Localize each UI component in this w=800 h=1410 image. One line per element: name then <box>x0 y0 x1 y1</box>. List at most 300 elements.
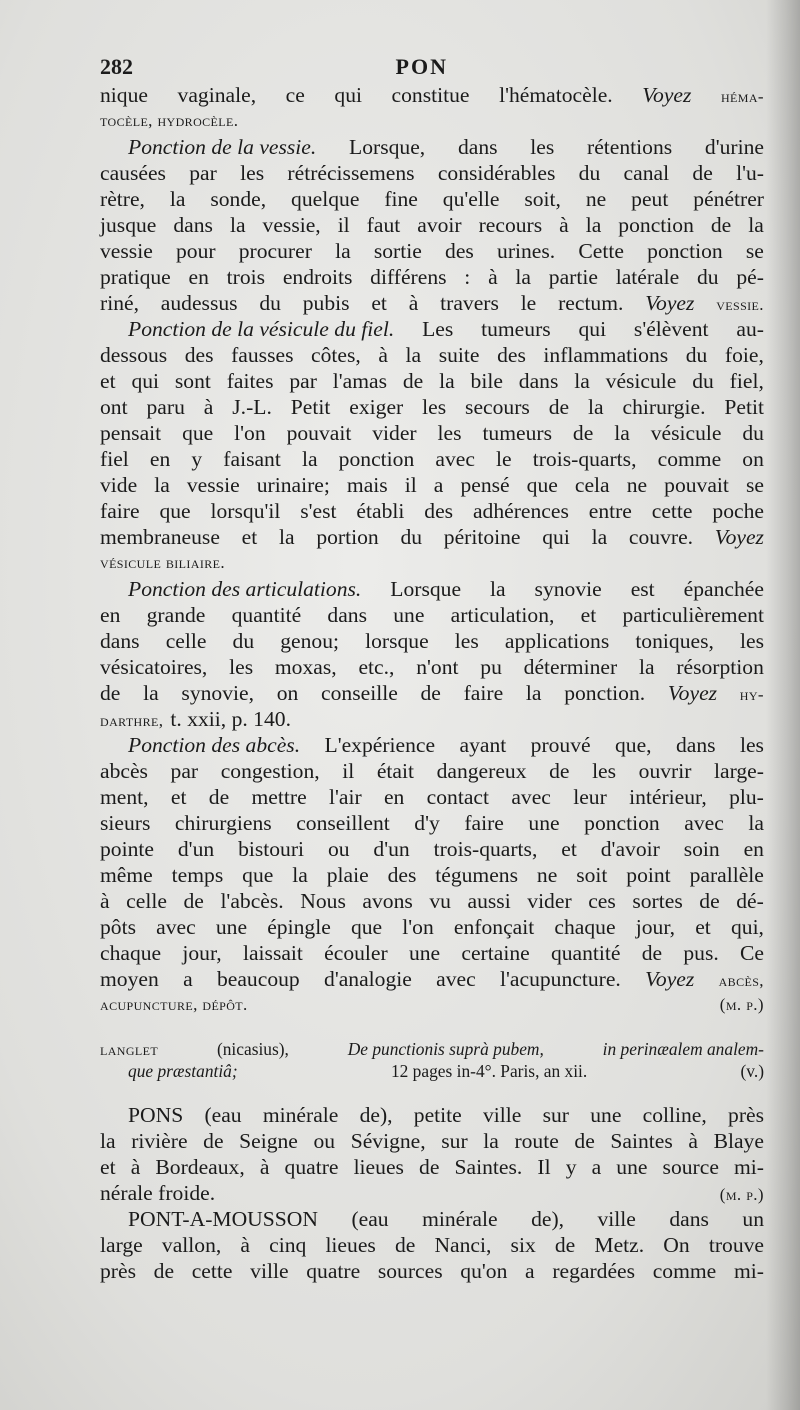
text-word: (eau <box>351 1207 389 1231</box>
text-word: genou; <box>280 629 340 653</box>
text-word: articulation, <box>450 603 555 627</box>
text-word: ne <box>626 473 648 497</box>
text-word: la <box>591 525 608 549</box>
text-word: de <box>574 1129 595 1153</box>
text-word: la <box>614 421 630 445</box>
text-word: de <box>699 889 720 913</box>
text-word: darthre, <box>100 711 164 730</box>
text-word: de <box>548 395 570 419</box>
text-word: du <box>697 265 719 289</box>
text-word: dans <box>457 135 498 159</box>
text-word: au- <box>736 317 764 341</box>
text-word: Il <box>537 1155 551 1179</box>
text-word: avec <box>436 967 476 991</box>
text-word: ponction <box>618 213 694 237</box>
text-word: le <box>520 291 537 315</box>
text-word: latérale <box>615 265 680 289</box>
text-word: héma- <box>720 87 764 106</box>
text-word: lorsqu'il <box>210 499 281 523</box>
text-line <box>100 862 764 888</box>
text-word: pensé <box>460 473 510 497</box>
text-word: avons <box>362 889 413 913</box>
text-word: qui <box>542 525 570 549</box>
text-word: la <box>638 655 655 679</box>
text-word: pointe <box>100 837 154 861</box>
text-word: dans <box>518 369 559 393</box>
text-word: Ponction des abcès. <box>128 733 301 757</box>
text-line <box>100 758 764 784</box>
text-word: fausses <box>231 343 294 367</box>
text-word: qui <box>131 369 160 393</box>
text-word: Voyez <box>714 525 764 549</box>
section-gap <box>100 1018 764 1038</box>
text-word: la <box>278 525 295 549</box>
text-word: six <box>510 1233 536 1257</box>
text-word: chaque <box>554 915 616 939</box>
text-word: à <box>130 1155 141 1179</box>
page-body <box>100 82 764 1284</box>
text-word: applications <box>504 629 610 653</box>
text-word: la <box>585 213 602 237</box>
text-word: la <box>335 239 351 263</box>
text-line <box>100 394 764 420</box>
text-word: poche <box>712 499 764 523</box>
text-word: et <box>100 369 116 393</box>
text-word: a <box>591 1155 602 1179</box>
text-word: ponction <box>584 811 660 835</box>
text-word: en <box>383 785 405 809</box>
text-word: à <box>688 1129 698 1153</box>
text-word: mi- <box>733 1259 764 1283</box>
text-word: sieurs <box>100 811 151 835</box>
text-word: pouvait <box>286 421 352 445</box>
text-word: (nicasius), <box>216 1039 289 1059</box>
text-word: l'air <box>328 785 362 809</box>
text-word: vu <box>429 889 451 913</box>
text-line <box>100 1232 764 1258</box>
text-word: dessous <box>100 343 168 367</box>
text-word: dé- <box>736 889 764 913</box>
text-word: de <box>549 759 570 783</box>
text-line <box>100 186 764 212</box>
text-word: la <box>588 395 604 419</box>
text-word: exiger <box>349 395 404 419</box>
text-word: près <box>728 1103 764 1127</box>
section-gap <box>100 1082 764 1102</box>
text-word: in perinæalem analem- <box>602 1039 764 1059</box>
text-word: l'on <box>402 915 434 939</box>
text-word: particulièrement <box>622 603 764 627</box>
text-word: pouvait <box>664 473 729 497</box>
text-word: avec <box>156 915 196 939</box>
text-word: en <box>149 447 171 471</box>
text-word: les <box>240 161 265 185</box>
text-word: Voyez <box>667 681 718 705</box>
text-word: de <box>419 1155 440 1179</box>
text-line <box>100 836 764 862</box>
text-word: vide <box>100 473 138 497</box>
text-word: ville <box>482 1103 522 1127</box>
text-word: la <box>154 473 170 497</box>
text-word: côtes, <box>311 343 361 367</box>
text-word: la <box>748 213 764 237</box>
text-word: certaine <box>461 941 530 965</box>
text-word: trois-quarts, <box>532 447 637 471</box>
text-line <box>100 134 764 160</box>
text-word: du <box>742 421 764 445</box>
text-word: Voyez <box>645 967 695 991</box>
text-word: contact <box>426 785 490 809</box>
text-word: hy- <box>739 685 764 704</box>
text-word: cette <box>651 499 693 523</box>
text-word: fiel, <box>729 369 764 393</box>
text-word: : <box>464 265 471 289</box>
text-word: vésicule biliaire. <box>100 553 226 572</box>
text-word: travers <box>440 291 499 315</box>
text-word: et <box>170 785 187 809</box>
text-word: Ponction de la vessie. <box>128 135 317 159</box>
text-word: Sévigne, <box>350 1129 426 1153</box>
text-word: les <box>437 421 462 445</box>
text-word: en <box>100 603 121 627</box>
text-word: vessie, <box>262 213 321 237</box>
text-word: aussi <box>467 889 511 913</box>
text-word: Metz. <box>594 1233 645 1257</box>
text-word: était <box>376 759 414 783</box>
text-word: à <box>203 395 214 419</box>
text-line <box>100 602 764 628</box>
text-word: les <box>229 655 254 679</box>
text-word: vider <box>372 421 417 445</box>
text-word: de <box>692 161 713 185</box>
text-word: du <box>692 369 714 393</box>
text-word: soit, <box>524 187 561 211</box>
text-word: tumeurs <box>481 317 551 341</box>
text-word: pé- <box>736 265 764 289</box>
text-word: Blaye <box>713 1129 764 1153</box>
text-line <box>100 446 764 472</box>
text-line <box>100 238 764 264</box>
text-word: se <box>745 239 764 263</box>
text-word: d'avoir <box>600 837 660 861</box>
text-word: la <box>405 343 422 367</box>
text-word: Cette <box>578 239 624 263</box>
text-word: ponction. <box>564 681 646 705</box>
text-line <box>100 1102 764 1128</box>
text-word: parallèle <box>689 863 764 887</box>
text-word: quelque <box>291 187 360 211</box>
text-word: tocèle, hydrocèle. <box>100 111 239 130</box>
text-word: point <box>626 863 671 887</box>
text-word: près <box>100 1259 136 1283</box>
text-word: de <box>420 681 441 705</box>
text-line <box>100 368 764 394</box>
text-word: avec <box>435 447 475 471</box>
text-word: les <box>422 395 447 419</box>
text-word: urinaire; <box>256 473 330 497</box>
text-word: d'un <box>177 837 215 861</box>
text-word: PONT-A-MOUSSON <box>128 1207 318 1231</box>
text-word: les <box>592 759 617 783</box>
text-word: ce <box>285 83 305 107</box>
text-word: à <box>559 213 569 237</box>
text-word: n'ont <box>416 655 459 679</box>
text-word: secours <box>465 395 530 419</box>
text-word: ville <box>250 1259 289 1283</box>
text-word: sur <box>441 1129 468 1153</box>
text-word: et <box>561 837 577 861</box>
text-line <box>100 654 764 680</box>
text-word: couvre. <box>628 525 694 549</box>
text-word: a <box>525 1259 535 1283</box>
text-line <box>100 264 764 290</box>
text-word: la <box>292 863 308 887</box>
text-word: Ponction des articulations. <box>128 577 362 601</box>
text-word: comme <box>657 447 722 471</box>
text-word: à <box>100 889 110 913</box>
text-word: rivière <box>131 1129 188 1153</box>
text-line <box>100 550 764 576</box>
text-word: langlet <box>100 1040 159 1059</box>
text-word: quantité <box>550 941 621 965</box>
text-word: du <box>232 629 255 653</box>
text-word: la <box>483 1129 499 1153</box>
text-word: sonde, <box>210 187 267 211</box>
text-word: des <box>424 499 454 523</box>
text-word: ne <box>585 187 607 211</box>
text-word: ponction <box>647 239 723 263</box>
text-word: que <box>159 499 191 523</box>
text-line <box>100 966 764 992</box>
text-word: résorption <box>676 655 764 679</box>
text-word: que <box>350 915 383 939</box>
text-word: des <box>387 863 417 887</box>
text-word: du <box>259 291 281 315</box>
text-word: de), <box>359 1103 393 1127</box>
text-word: ou <box>327 837 350 861</box>
text-word: temps <box>171 863 224 887</box>
text-word: on <box>742 447 764 471</box>
text-word: sortes <box>632 889 683 913</box>
text-word: une <box>215 915 248 939</box>
text-word: celle <box>165 629 207 653</box>
text-word: peut <box>631 187 669 211</box>
text-word: Ce <box>740 941 764 965</box>
text-word: de <box>100 681 121 705</box>
text-word: dans <box>327 603 368 627</box>
text-word: une <box>590 1103 622 1127</box>
text-word: tégumens <box>435 863 519 887</box>
text-word: membraneuse <box>100 525 220 549</box>
text-word: que <box>242 863 274 887</box>
text-word: a <box>433 473 444 497</box>
text-line <box>100 888 764 914</box>
text-line <box>100 160 764 186</box>
text-word: du <box>685 343 708 367</box>
text-word: plu- <box>729 785 764 809</box>
text-word: la <box>748 811 764 835</box>
text-word: d'y <box>414 811 440 835</box>
text-word: regardées <box>552 1259 636 1283</box>
text-word: Lorsque <box>390 577 462 601</box>
page-text-block <box>100 52 764 1284</box>
text-word: ment, <box>100 785 149 809</box>
text-word: recours <box>478 213 543 237</box>
text-word: dans <box>675 733 716 757</box>
text-word: pus. <box>683 941 719 965</box>
text-line <box>100 940 764 966</box>
text-word: la <box>574 369 590 393</box>
text-word: à <box>408 291 419 315</box>
text-word: L'expérience <box>324 733 436 757</box>
text-word: et <box>580 603 597 627</box>
text-word: même <box>100 863 153 887</box>
text-word: bile <box>470 369 503 393</box>
text-line <box>100 212 764 238</box>
text-word: vessie. <box>716 295 764 314</box>
text-word: différens <box>370 265 447 289</box>
text-word: par <box>289 369 317 393</box>
text-word: l'on <box>234 421 266 445</box>
text-line <box>100 420 764 446</box>
text-word: les <box>739 629 764 653</box>
text-word: vessie <box>100 239 153 263</box>
text-word: faire <box>464 811 504 835</box>
text-word: une <box>616 1155 648 1179</box>
text-word: a <box>183 967 193 991</box>
text-word: la <box>515 265 532 289</box>
text-word: Petit <box>724 395 764 419</box>
text-word: et <box>695 915 711 939</box>
text-word: riné, <box>100 291 139 315</box>
text-word: Saintes <box>610 1129 673 1153</box>
text-word: ayant <box>459 733 507 757</box>
text-word: Les <box>422 317 454 341</box>
text-word: 12 pages in-4°. Paris, an xii. <box>390 1061 588 1081</box>
text-word: pu <box>480 655 502 679</box>
text-word: à <box>488 265 498 289</box>
text-word: vaginale, <box>177 83 257 107</box>
text-word: que præstantiâ; <box>128 1061 238 1081</box>
text-word: leur <box>573 785 607 809</box>
text-word: adhérences <box>472 499 569 523</box>
text-word: vésicule <box>605 369 677 393</box>
reference-line <box>100 1060 764 1082</box>
text-word: congestion, <box>220 759 320 783</box>
text-word: inflammations <box>543 343 669 367</box>
reference-line <box>100 1038 764 1060</box>
text-word: faut <box>366 213 401 237</box>
text-word: minérale <box>422 1207 498 1231</box>
text-word: avec <box>511 785 551 809</box>
text-word: à <box>240 1233 250 1257</box>
text-word: trouve <box>708 1233 764 1257</box>
text-word: (eau <box>204 1103 242 1127</box>
text-word: jour, <box>182 941 222 965</box>
text-word: mais <box>346 473 388 497</box>
text-word: Seigne <box>239 1129 298 1153</box>
text-word: de <box>641 941 663 965</box>
text-word: des <box>184 343 214 367</box>
text-word: ont <box>100 395 128 419</box>
text-word: rectum. <box>558 291 624 315</box>
text-word: du <box>400 525 423 549</box>
text-word: des <box>497 343 526 367</box>
text-word: un <box>742 1207 764 1231</box>
text-word: dans <box>669 1207 709 1231</box>
text-word: faire <box>463 681 504 705</box>
text-word: l'abcès. <box>220 889 284 913</box>
text-word: quantité <box>231 603 302 627</box>
text-word: on <box>276 681 299 705</box>
text-word: la <box>169 187 186 211</box>
text-word: lieues <box>353 1155 404 1179</box>
text-word: et <box>241 525 258 549</box>
text-line <box>100 342 764 368</box>
text-line <box>100 108 764 134</box>
text-word: il <box>342 759 355 783</box>
text-word: beaucoup <box>216 967 300 991</box>
text-word: bistouri <box>238 837 305 861</box>
text-word: (v.) <box>740 1061 764 1081</box>
text-word: pubis <box>302 291 350 315</box>
text-word: la <box>439 369 455 393</box>
text-word: ne <box>536 863 558 887</box>
text-word: Saintes. <box>454 1155 523 1179</box>
text-word: avoir <box>417 213 462 237</box>
text-word: source <box>662 1155 719 1179</box>
text-word: par <box>189 161 217 185</box>
text-word: sortie <box>373 239 422 263</box>
text-word: à <box>378 343 388 367</box>
text-word: l'hématocèle. <box>499 83 613 107</box>
text-word: se <box>745 473 764 497</box>
text-word: soin <box>683 837 720 861</box>
text-word: faisant <box>223 447 281 471</box>
text-word: constitue <box>391 83 470 107</box>
text-word: qu'elle <box>442 187 500 211</box>
text-word: d'un <box>373 837 410 861</box>
text-word: pour <box>175 239 216 263</box>
text-word: du <box>578 161 601 185</box>
text-word: grande <box>146 603 206 627</box>
text-word: une <box>408 941 441 965</box>
text-word: dangereux <box>436 759 527 783</box>
text-word: mi- <box>734 1155 764 1179</box>
running-head: PON <box>395 54 448 79</box>
text-word: moyen <box>100 967 159 991</box>
text-word: la <box>100 1129 116 1153</box>
text-word: (m. p.) <box>719 995 764 1014</box>
text-word: mettre <box>251 785 307 809</box>
text-word: partie <box>548 265 598 289</box>
text-word: y <box>565 1155 577 1179</box>
text-line <box>100 82 764 108</box>
text-word: rètre, <box>100 187 145 211</box>
text-word: jusque <box>100 213 157 237</box>
text-word: prouvé <box>530 733 591 757</box>
text-line <box>100 498 764 524</box>
text-word: faites <box>226 369 274 393</box>
text-word: qu'on <box>460 1259 508 1283</box>
text-word: fiel <box>100 447 129 471</box>
text-word: canal <box>623 161 670 185</box>
text-word: de <box>183 889 204 913</box>
text-word: pôts <box>100 915 136 939</box>
text-line <box>100 680 764 706</box>
text-word: la <box>229 213 246 237</box>
text-word: pénétrer <box>693 187 764 211</box>
